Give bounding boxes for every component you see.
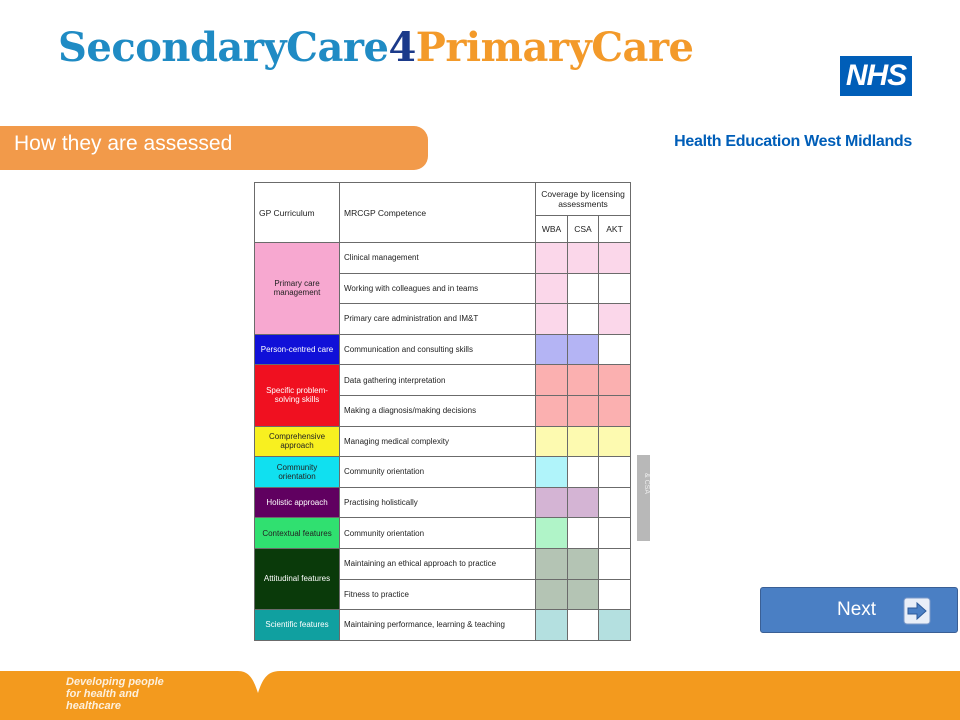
coverage-cell-wba bbox=[536, 395, 568, 426]
curriculum-cell: Community orientation bbox=[255, 457, 340, 488]
right-arrow-icon bbox=[903, 597, 931, 625]
curriculum-cell: Comprehensive approach bbox=[255, 426, 340, 457]
coverage-cell-csa bbox=[568, 243, 599, 274]
header-gp-curriculum: GP Curriculum bbox=[255, 183, 340, 243]
coverage-cell-csa bbox=[568, 334, 599, 365]
table-row bbox=[255, 548, 631, 579]
curriculum-cell: Attitudinal features bbox=[255, 548, 340, 609]
competence-cell: Managing medical complexity bbox=[340, 426, 536, 457]
competence-table bbox=[254, 182, 631, 641]
coverage-cell-wba bbox=[536, 243, 568, 274]
footer-line-2: for health and bbox=[66, 688, 139, 700]
coverage-cell-csa bbox=[568, 457, 599, 488]
table-row bbox=[255, 365, 631, 396]
table-row bbox=[255, 243, 631, 274]
curriculum-cell: Contextual features bbox=[255, 518, 340, 549]
next-button-label: Next bbox=[837, 599, 877, 620]
coverage-cell-wba bbox=[536, 273, 568, 304]
section-heading-tab bbox=[0, 126, 428, 170]
coverage-cell-akt bbox=[599, 487, 631, 518]
curriculum-cell: Person-centred care bbox=[255, 334, 340, 365]
title-part-primary: PrimaryCare bbox=[415, 24, 694, 71]
side-caption-strip bbox=[637, 455, 650, 541]
header-mrcgp-competence: MRCGP Competence bbox=[340, 183, 536, 243]
title-part-secondary: SecondaryCare bbox=[58, 24, 389, 71]
header-csa: CSA bbox=[568, 216, 599, 243]
competence-cell: Communication and consulting skills bbox=[340, 334, 536, 365]
table-row bbox=[255, 518, 631, 549]
competence-cell: Community orientation bbox=[340, 518, 536, 549]
competence-cell: Fitness to practice bbox=[340, 579, 536, 610]
curriculum-cell: Specific problem-solving skills bbox=[255, 365, 340, 426]
competence-cell: Clinical management bbox=[340, 243, 536, 274]
coverage-cell-csa bbox=[568, 518, 599, 549]
coverage-cell-wba bbox=[536, 365, 568, 396]
competence-cell: Practising holistically bbox=[340, 487, 536, 518]
curriculum-cell: Primary care management bbox=[255, 243, 340, 335]
coverage-cell-wba bbox=[536, 487, 568, 518]
coverage-cell-csa bbox=[568, 273, 599, 304]
coverage-cell-csa bbox=[568, 365, 599, 396]
footer-tagline bbox=[66, 676, 164, 712]
coverage-cell-akt bbox=[599, 395, 631, 426]
coverage-cell-wba bbox=[536, 518, 568, 549]
table-row bbox=[255, 610, 631, 641]
coverage-cell-csa bbox=[568, 548, 599, 579]
coverage-cell-akt bbox=[599, 457, 631, 488]
nhs-logo: NHS bbox=[840, 56, 912, 96]
footer-line-3: healthcare bbox=[66, 700, 122, 712]
coverage-cell-wba bbox=[536, 457, 568, 488]
coverage-cell-wba bbox=[536, 579, 568, 610]
next-button[interactable] bbox=[760, 587, 958, 633]
coverage-cell-csa bbox=[568, 395, 599, 426]
coverage-cell-akt bbox=[599, 365, 631, 396]
table-row bbox=[255, 426, 631, 457]
coverage-cell-akt bbox=[599, 273, 631, 304]
coverage-cell-akt bbox=[599, 579, 631, 610]
side-caption-text: & CSA bbox=[643, 473, 650, 495]
coverage-cell-akt bbox=[599, 610, 631, 641]
coverage-cell-wba bbox=[536, 334, 568, 365]
section-title: How they are assessed bbox=[14, 132, 233, 155]
competence-cell: Maintaining performance, learning & teaching bbox=[340, 610, 536, 641]
header-wba: WBA bbox=[536, 216, 568, 243]
table-row bbox=[255, 334, 631, 365]
coverage-cell-wba bbox=[536, 610, 568, 641]
coverage-cell-wba bbox=[536, 426, 568, 457]
header-akt: AKT bbox=[599, 216, 631, 243]
coverage-cell-akt bbox=[599, 518, 631, 549]
coverage-cell-csa bbox=[568, 426, 599, 457]
curriculum-cell: Scientific features bbox=[255, 610, 340, 641]
table-row bbox=[255, 457, 631, 488]
coverage-cell-akt bbox=[599, 426, 631, 457]
site-title bbox=[58, 24, 693, 71]
coverage-cell-akt bbox=[599, 243, 631, 274]
competence-cell: Primary care administration and IM&T bbox=[340, 304, 536, 335]
competence-cell: Maintaining an ethical approach to practice bbox=[340, 548, 536, 579]
competence-cell: Community orientation bbox=[340, 457, 536, 488]
competence-cell: Data gathering interpretation bbox=[340, 365, 536, 396]
title-part-4: 4 bbox=[388, 24, 416, 71]
org-name: Health Education West Midlands bbox=[674, 133, 912, 150]
coverage-cell-wba bbox=[536, 548, 568, 579]
header-coverage: Coverage by licensing assessments bbox=[536, 183, 631, 216]
competence-table-image bbox=[254, 182, 630, 640]
footer-line-1: Developing people bbox=[66, 676, 164, 688]
coverage-cell-csa bbox=[568, 487, 599, 518]
coverage-cell-csa bbox=[568, 304, 599, 335]
competence-cell: Making a diagnosis/making decisions bbox=[340, 395, 536, 426]
coverage-cell-csa bbox=[568, 610, 599, 641]
coverage-cell-akt bbox=[599, 304, 631, 335]
coverage-cell-csa bbox=[568, 579, 599, 610]
coverage-cell-akt bbox=[599, 548, 631, 579]
curriculum-cell: Holistic approach bbox=[255, 487, 340, 518]
table-row bbox=[255, 487, 631, 518]
coverage-cell-akt bbox=[599, 334, 631, 365]
competence-cell: Working with colleagues and in teams bbox=[340, 273, 536, 304]
coverage-cell-wba bbox=[536, 304, 568, 335]
